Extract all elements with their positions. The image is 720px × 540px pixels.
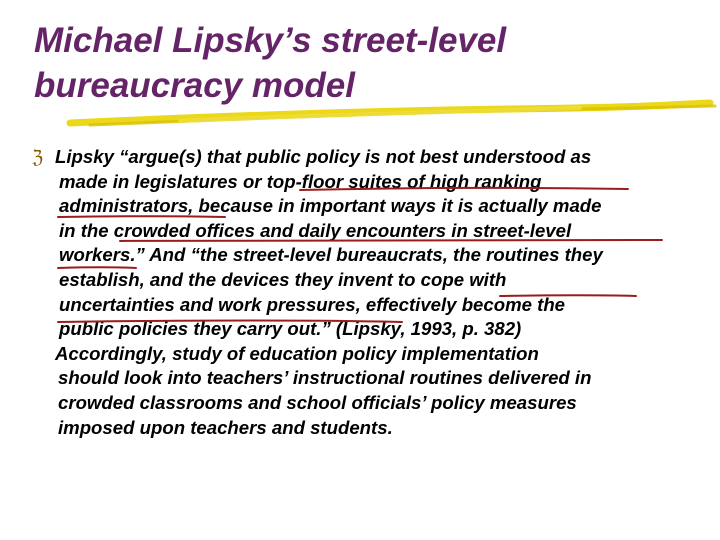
paragraph-1-line-5: workers.” And “the street-level bureaucrats, the routines they xyxy=(59,244,603,266)
paragraph-1-line-6: establish, and the devices they invent to cope with xyxy=(59,268,507,290)
z-bullet-icon: ℨ xyxy=(32,147,44,168)
paragraph-1-line-8: public policies they carry out.” (Lipsky, 1993, p. 382) xyxy=(59,318,522,340)
paragraph-2-line-1: Accordingly, study of education policy implementation xyxy=(55,342,539,364)
paragraph-1-line-3: administrators, because in important ways it is actually made xyxy=(59,195,602,217)
paragraph-1-line-7: uncertainties and work pressures, effectively become the xyxy=(59,293,566,315)
paragraph-2-line-3: crowded classrooms and school officials’ policy measures xyxy=(58,391,577,413)
paragraph-1-line-2: made in legislatures or top-floor suites of high ranking xyxy=(59,170,542,192)
paragraph-2-line-4: imposed upon teachers and students. xyxy=(58,416,393,438)
paragraph-2-line-2: should look into teachers’ instructional routines delivered in xyxy=(58,367,592,389)
title-line-1: Michael Lipsky’s street-level xyxy=(34,21,507,60)
paragraph-1-line-4: in the crowded offices and daily encounters in street-level xyxy=(59,219,572,241)
title-underline-decoration xyxy=(60,95,720,135)
title-line-2: bureaucracy model xyxy=(34,66,355,105)
paragraph-1-line-1: Lipsky “argue(s) that public policy is not best understood as xyxy=(55,146,592,167)
body-text xyxy=(55,145,720,440)
